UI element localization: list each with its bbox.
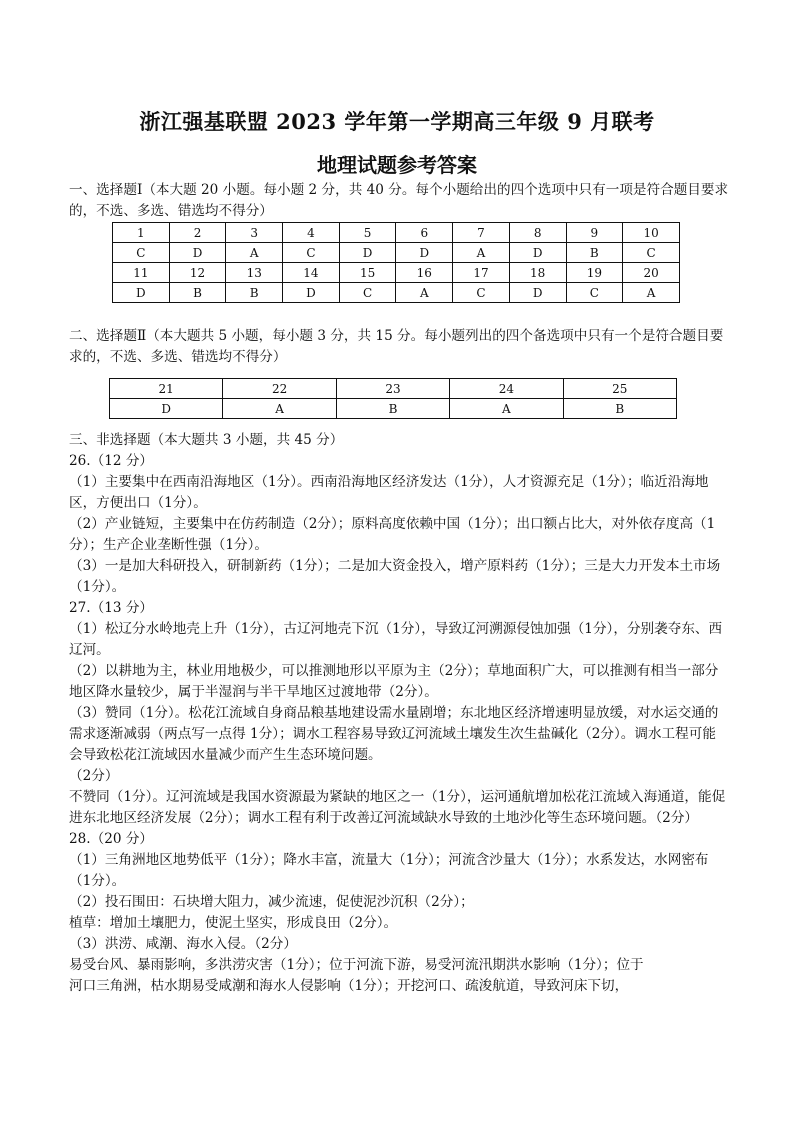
page-title: 浙江强基联盟 2023 学年第一学期高三年级 9 月联考 [139, 109, 655, 134]
table-1-cell: 4 [283, 223, 340, 243]
table-1-cell: 3 [226, 223, 283, 243]
table-2-row [110, 399, 677, 419]
table-1-cell: A [453, 243, 510, 263]
table-1-row [113, 243, 680, 263]
table-1-cell: C [283, 243, 340, 263]
table-1-cell: 18 [509, 263, 566, 283]
table-2-cell: D [110, 399, 223, 419]
answer-table-2-body [110, 379, 677, 419]
table-1-cell: B [169, 283, 226, 303]
q28-heading: 28.（20 分） [69, 831, 154, 847]
q27-answer-2: （2）以耕地为主，林业用地极少，可以推测地形以平原为主（2分）；草地面积广大，可以推测有相当一部分地区降水量较少，属于半湿润与半干旱地区过渡地带（2分）。 [69, 663, 719, 700]
table-1-cell: 12 [169, 263, 226, 283]
q28-answer-1: （1）三角洲地区地势低平（1分）；降水丰富，流量大（1分）；河流含沙量大（1分）；水系发达，水网密布（1分）。 [69, 852, 709, 889]
table-2-row [110, 379, 677, 399]
table-1-row [113, 223, 680, 243]
table-2-cell: 21 [110, 379, 223, 399]
q28-answer-3-line-b: 河口三角洲，枯水期易受咸潮和海水人侵影响（1分）；开挖河口、疏浚航道，导致河床下切， [69, 978, 629, 994]
table-1-cell: 10 [623, 223, 680, 243]
table-1-cell: D [283, 283, 340, 303]
table-1-cell: 9 [566, 223, 623, 243]
q26-heading: 26.（12 分） [69, 453, 154, 469]
answer-table-1 [112, 222, 680, 303]
table-1-cell: D [509, 243, 566, 263]
table-1-cell: 20 [623, 263, 680, 283]
q27-heading: 27.（13 分） [69, 600, 154, 616]
table-1-cell: D [396, 243, 453, 263]
table-1-cell: D [509, 283, 566, 303]
table-1-cell: 13 [226, 263, 283, 283]
table-2-cell: 24 [450, 379, 563, 399]
table-2-cell: B [563, 399, 676, 419]
table-1-cell: C [566, 283, 623, 303]
table-2-cell: 22 [223, 379, 336, 399]
table-2-cell: 23 [336, 379, 449, 399]
table-1-cell: A [623, 283, 680, 303]
q27-answer-3-alt: 不赞同（1分）。辽河流域是我国水资源最为紧缺的地区之一（1分），运河通航增加松花江流域入海通道，能促进东北地区经济发展（2分）；调水工程有利于改善辽河流域缺水导致的土地沙化等生态环境问题。（2分） [69, 789, 726, 826]
q27-answer-3-score: （2分） [69, 768, 119, 784]
table-2-cell: A [223, 399, 336, 419]
table-1-cell: 15 [339, 263, 396, 283]
q26-answer-1: （1）主要集中在西南沿海地区（1分）。西南沿海地区经济发达（1分），人才资源充足（1分）；临近沿海地区，方便出口（1分）。 [69, 474, 709, 511]
q26-answer-2: （2）产业链短，主要集中在仿药制造（2分）；原料高度依赖中国（1分）；出口额占比大，对外依存度高（1分）；生产企业垄断性强（1分）。 [69, 516, 716, 553]
table-1-cell: A [396, 283, 453, 303]
table-1-row [113, 263, 680, 283]
table-1-cell: B [566, 243, 623, 263]
table-1-cell: 7 [453, 223, 510, 243]
table-1-row [113, 283, 680, 303]
q27-answer-3: （3）赞同（1分）。松花江流域自身商品粮基地建设需水量剧增；东北地区经济增速明显放缓，对水运交通的需求逐渐减弱（两点写一点得 1分）；调水工程容易导致辽河流域土壤发生次生盐碱化（2分）。调水工程可能会导致松花江流域因水量减少而产生生态环境问题。 [69, 705, 719, 763]
section-2-intro: 二、选择题Ⅱ（本大题共 5 小题，每小题 3 分，共 15 分。每小题列出的四个备选项中只有一个是符合题目要求的，不选、多选、错选均不得分） [69, 328, 724, 365]
table-1-cell: 11 [113, 263, 170, 283]
q28-answer-3: （3）洪涝、咸潮、海水入侵。（2分） [69, 936, 297, 952]
table-1-cell: D [113, 283, 170, 303]
q28-answer-3-line-a: 易受台风、暴雨影响，多洪涝灾害（1分）；位于河流下游，易受河流汛期洪水影响（1分）；位于 [69, 957, 644, 973]
section-1-intro: 一、选择题Ⅰ（本大题 20 小题。每小题 2 分，共 40 分。每个小题给出的四个选项中只有一项是符合题目要求的，不选、多选、错选均不得分） [69, 182, 729, 219]
table-1-cell: 8 [509, 223, 566, 243]
table-1-cell: 14 [283, 263, 340, 283]
q28-answer-2b: 植草：增加土壤肥力，使泥土坚实，形成良田（2分）。 [69, 915, 398, 931]
table-1-cell: C [453, 283, 510, 303]
table-1-cell: 5 [339, 223, 396, 243]
table-1-cell: 1 [113, 223, 170, 243]
q27-answer-1: （1）松辽分水岭地壳上升（1分），古辽河地壳下沉（1分），导致辽河溯源侵蚀加强（1分），分别袭夺东、西辽河。 [69, 621, 723, 658]
table-1-cell: 16 [396, 263, 453, 283]
table-2-cell: B [336, 399, 449, 419]
table-1-cell: C [339, 283, 396, 303]
q26-answer-3: （3）一是加大科研投入，研制新药（1分）；二是加大资金投入，增产原料药（1分）；三是大力开发本土市场（1分）。 [69, 558, 721, 595]
table-1-cell: B [226, 283, 283, 303]
table-1-cell: D [339, 243, 396, 263]
answer-table-1-body [113, 223, 680, 303]
table-1-cell: C [113, 243, 170, 263]
q28-answer-2a: （2）投石围田：石块增大阻力，减少流速，促使泥沙沉积（2分）； [69, 894, 474, 910]
section-3 [69, 430, 729, 997]
table-1-cell: 19 [566, 263, 623, 283]
table-1-cell: C [623, 243, 680, 263]
table-2-cell: A [450, 399, 563, 419]
table-1-cell: A [226, 243, 283, 263]
page-subtitle: 地理试题参考答案 [317, 153, 477, 177]
answer-table-2 [109, 378, 677, 419]
table-1-cell: 2 [169, 223, 226, 243]
table-2-cell: 25 [563, 379, 676, 399]
section-3-intro: 三、非选择题（本大题共 3 小题，共 45 分） [69, 432, 344, 448]
table-1-cell: D [169, 243, 226, 263]
table-1-cell: 17 [453, 263, 510, 283]
table-1-cell: 6 [396, 223, 453, 243]
